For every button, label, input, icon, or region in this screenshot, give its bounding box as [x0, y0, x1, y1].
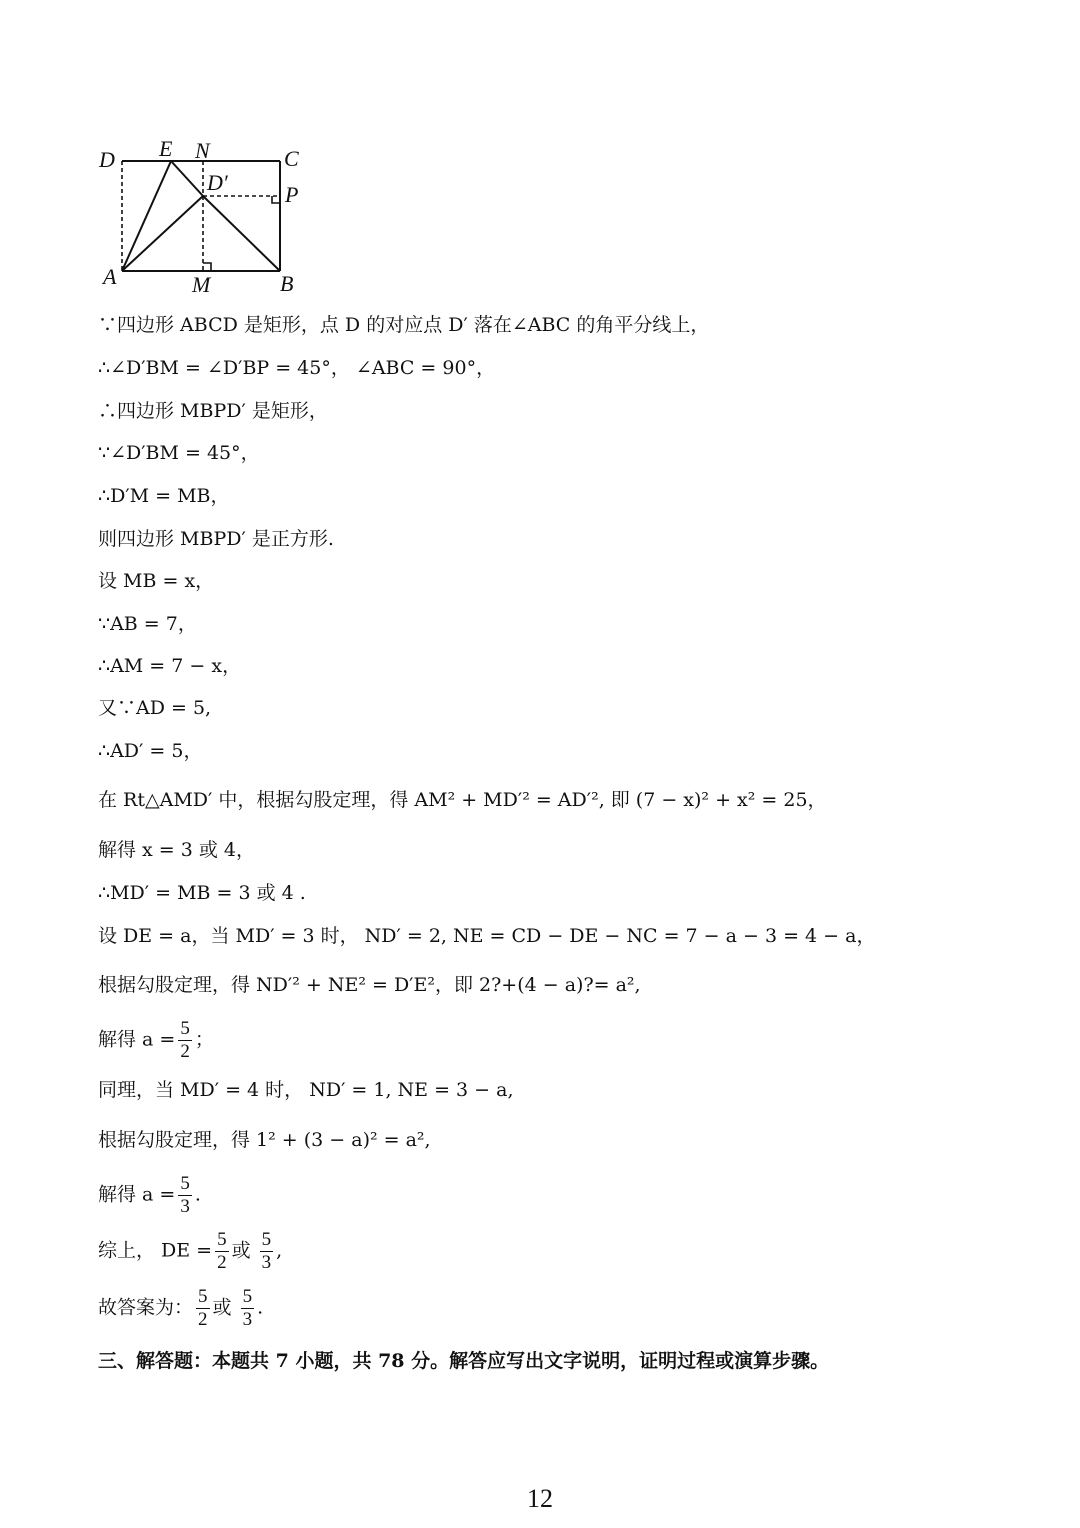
fraction [215, 1229, 229, 1274]
label-m: M [192, 272, 211, 297]
fraction-numerator: 5 [198, 1286, 208, 1307]
fraction-numerator: 5 [217, 1229, 227, 1250]
segment-ed-prime [171, 161, 203, 196]
fraction [178, 1018, 192, 1063]
fraction-numerator: 5 [180, 1173, 190, 1194]
solution-line: ∴AM = 7 − x， [98, 655, 242, 677]
answer-or: 或 [212, 1296, 232, 1319]
answer-prefix: 故答案为： [98, 1296, 194, 1319]
fraction-denominator: 2 [198, 1309, 208, 1330]
solution-line: 则四边形 MBPD′ 是正方形. [98, 528, 334, 550]
label-c: C [284, 146, 299, 171]
solution-line: 根据勾股定理，得 1² + (3 − a)² = a², [98, 1129, 431, 1151]
right-angle-marker-m [203, 263, 211, 271]
fraction-denominator: 2 [217, 1252, 227, 1273]
summary-line [98, 1229, 282, 1274]
answer-suffix: . [257, 1296, 264, 1319]
label-b: B [280, 271, 294, 296]
fraction-numerator: 5 [180, 1018, 190, 1039]
solution-line: ∵四边形 ABCD 是矩形，点 D 的对应点 D′ 落在∠ABC 的角平分线上， [98, 314, 710, 336]
solution-line: 根据勾股定理，得 ND′² + NE² = D′E²，即 2?+(4 − a)?= a², [98, 974, 641, 996]
segment-d-prime-b [203, 196, 280, 271]
fraction-numerator: 5 [242, 1286, 253, 1307]
solution-line: 设 DE = a，当 MD′ = 3 时， ND′ = 2, NE = CD − DE − NC = 7 − a − 3 = 4 − a， [98, 925, 876, 947]
solution-line: ∵AB = 7， [98, 613, 197, 635]
solution-line: ∴MD′ = MB = 3 或 4 . [98, 882, 306, 904]
solution-line: 解得 x = 3 或 4， [98, 839, 256, 861]
sol1-suffix: ； [194, 1028, 214, 1051]
summary-or: 或 [231, 1239, 251, 1262]
solution-line: 同理，当 MD′ = 4 时， ND′ = 1, NE = 3 − a, [98, 1079, 514, 1101]
solution-line-fraction [98, 1018, 214, 1063]
fraction [178, 1173, 192, 1218]
label-d: D [99, 147, 115, 172]
geometry-figure [95, 132, 325, 302]
sol1-prefix: 解得 a = [98, 1028, 176, 1051]
fraction-denominator: 2 [180, 1041, 190, 1062]
fraction [196, 1286, 210, 1331]
segment-ae [122, 161, 171, 271]
solution-line: ∵∠D′BM = 45°， [98, 442, 260, 464]
fraction-denominator: 3 [180, 1196, 190, 1217]
fraction [241, 1286, 255, 1331]
section-heading: 三、解答题：本题共 7 小题，共 78 分。解答应写出文字说明，证明过程或演算步骤。 [98, 1350, 830, 1372]
answer-line [98, 1286, 263, 1331]
page-number: 12 [527, 1484, 553, 1513]
sol2-prefix: 解得 a = [98, 1183, 176, 1206]
summary-suffix: , [276, 1239, 283, 1262]
label-d-prime: D′ [207, 170, 228, 195]
fraction-numerator: 5 [261, 1229, 272, 1250]
solution-line: ∴四边形 MBPD′ 是矩形， [98, 400, 328, 422]
right-angle-marker-p [272, 196, 280, 203]
label-n: N [195, 138, 210, 163]
solution-line: 在 Rt△AMD′ 中，根据勾股定理，得 AM² + MD′² = AD′², 即 (7 − x)² + x² = 25， [98, 789, 827, 811]
label-e: E [159, 136, 173, 161]
solution-line: ∴AD′ = 5， [98, 740, 203, 762]
solution-line: ∴∠D′BM = ∠D′BP = 45°， ∠ABC = 90°， [98, 357, 496, 379]
solution-line: ∴D′M = MB， [98, 485, 230, 507]
fraction [260, 1229, 274, 1274]
solution-line: 又∵AD = 5, [98, 697, 212, 719]
segment-ad-prime [122, 196, 203, 271]
label-p: P [285, 182, 299, 207]
solution-line-fraction [98, 1173, 201, 1218]
label-a: A [103, 264, 117, 289]
solution-line: 设 MB = x， [98, 570, 215, 592]
fraction-denominator: 3 [261, 1252, 272, 1273]
sol2-suffix: . [194, 1183, 201, 1206]
summary-prefix: 综上， DE = [98, 1239, 213, 1262]
fraction-denominator: 3 [242, 1309, 253, 1330]
